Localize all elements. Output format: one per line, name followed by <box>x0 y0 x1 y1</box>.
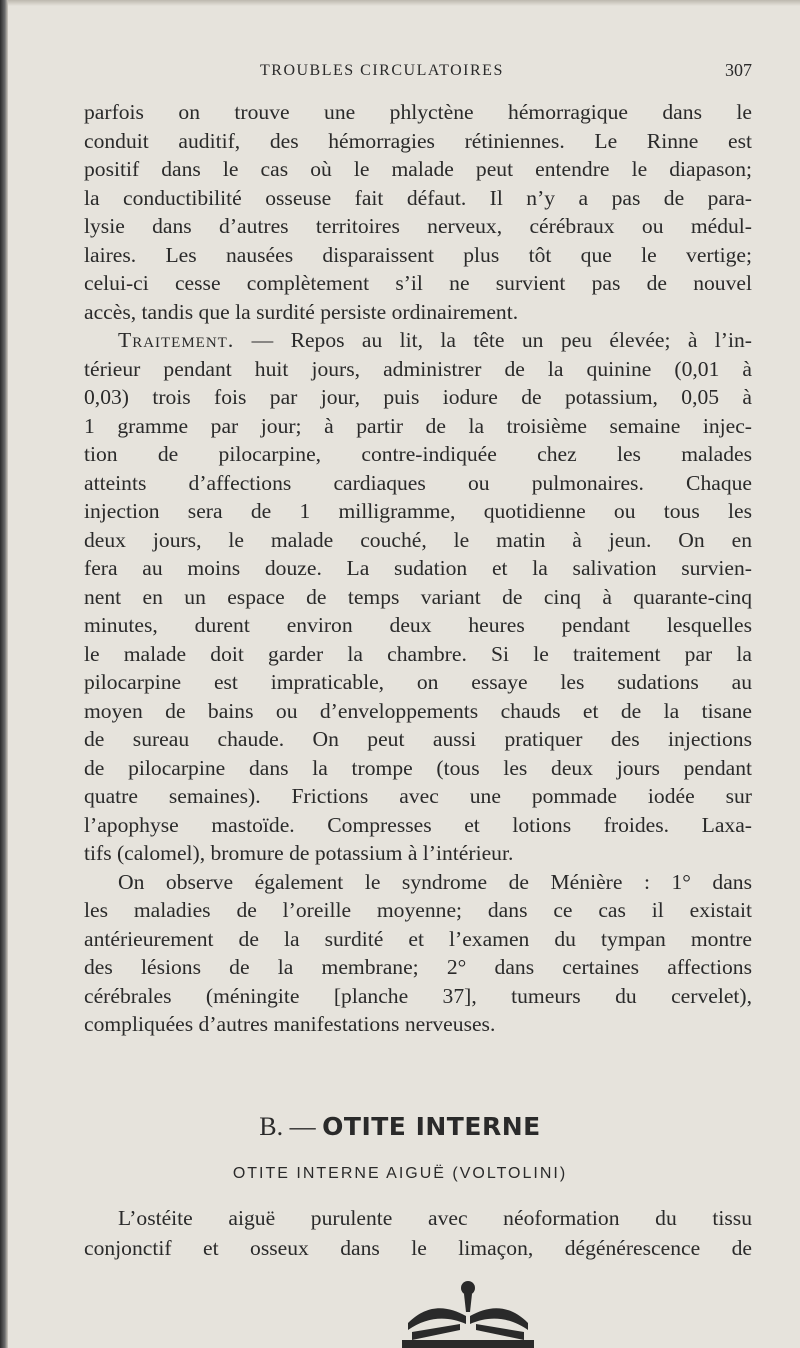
text-line: conjonctif et osseux dans le limaçon, dégénérescence de <box>84 1236 752 1260</box>
text-line: nent en un espace de temps variant de cinq à quarante-cinq <box>84 584 752 609</box>
treatment-first-line <box>84 326 752 355</box>
page-number: 307 <box>725 60 752 80</box>
text-line: de sureau chaude. On peut aussi pratiquer des injections <box>84 727 752 751</box>
section-subtitle: OTITE INTERNE AIGUË (VOLTOLINI) <box>232 1165 568 1182</box>
text-line: moyen de bains ou d’enveloppements chauds et de la tisane <box>84 698 752 723</box>
book-spine-shadow <box>0 0 8 1348</box>
text-line: tifs (calomel), bromure de potassium à l’intérieur. <box>84 841 514 865</box>
section-heading <box>0 1112 800 1142</box>
text-line: On observe également le syndrome de Ménière : 1° dans <box>118 869 752 894</box>
treatment-first-line-text: — Repos au lit, la tête un peu élevée; à l’in- <box>234 328 752 352</box>
text-line: la conductibilité osseuse fait défaut. Il n’y a pas de para- <box>84 185 752 210</box>
text-line: l’apophyse mastoïde. Compresses et lotions froides. Laxa- <box>84 812 752 837</box>
running-head <box>84 62 752 86</box>
text-line: atteints d’affections cardiaques ou pulmonaires. Chaque <box>84 470 752 495</box>
text-line: positif dans le cas où le malade peut entendre le diapason; <box>84 157 752 181</box>
text-line: cérébrales (méningite [planche 37], tumeurs du cervelet), <box>84 983 752 1008</box>
text-line: minutes, durent environ deux heures pendant lesquelles <box>84 613 752 637</box>
text-line: celui-ci cesse complètement s’il ne survient pas de nouvel <box>84 271 752 295</box>
text-line: 0,03) trois fois par jour, puis iodure de potassium, 0,05 à <box>84 385 752 409</box>
text-line: compliquées d’autres manifestations nerveuses. <box>84 1012 496 1036</box>
body-text-continued <box>84 1203 752 1263</box>
running-title: TROUBLES CIRCULATOIRES <box>260 62 504 79</box>
text-line: parfois on trouve une phlyctène hémorragique dans le <box>84 100 752 124</box>
text-line: 1 gramme par jour; à partir de la troisième semaine injec- <box>84 413 752 438</box>
text-line: injection sera de 1 milligramme, quotidienne ou tous les <box>84 499 752 523</box>
text-line: térieur pendant huit jours, administrer de la quinine (0,01 à <box>84 356 752 381</box>
text-line: laires. Les nausées disparaissent plus tôt que le vertige; <box>84 242 752 267</box>
text-line: des lésions de la membrane; 2° dans certaines affections <box>84 955 752 979</box>
text-line: antérieurement de la surdité et l’examen du tympan montre <box>84 926 752 951</box>
text-line: deux jours, le malade couché, le matin à jeun. On en <box>84 527 752 552</box>
section-letter: B. — <box>259 1112 316 1141</box>
text-line: pilocarpine est impraticable, on essaye les sudations au <box>84 670 752 694</box>
text-line: fera au moins douze. La sudation et la salivation survien- <box>84 556 752 580</box>
text-line: quatre semaines). Frictions avec une pommade iodée sur <box>84 784 752 808</box>
text-line: conduit auditif, des hémorragies rétiniennes. Le Rinne est <box>84 128 752 153</box>
printer-ornament-icon <box>398 1268 538 1348</box>
text-line: de pilocarpine dans la trompe (tous les deux jours pendant <box>84 755 752 780</box>
text-line: L’ostéite aiguë purulente avec néoformation du tissu <box>118 1206 752 1230</box>
body-text <box>84 98 752 1039</box>
text-line: lysie dans d’autres territoires nerveux, cérébraux ou médul- <box>84 214 752 238</box>
text-line: le malade doit garder la chambre. Si le traitement par la <box>84 641 752 666</box>
treatment-label: Traitement. <box>118 328 235 352</box>
text-line: tion de pilocarpine, contre-indiquée chez les malades <box>84 442 752 466</box>
page-top-edge <box>0 0 800 6</box>
text-line: les maladies de l’oreille moyenne; dans ce cas il existait <box>84 898 752 922</box>
text-line: accès, tandis que la surdité persiste ordinairement. <box>84 299 519 324</box>
section-title: OTITE INTERNE <box>322 1112 541 1141</box>
